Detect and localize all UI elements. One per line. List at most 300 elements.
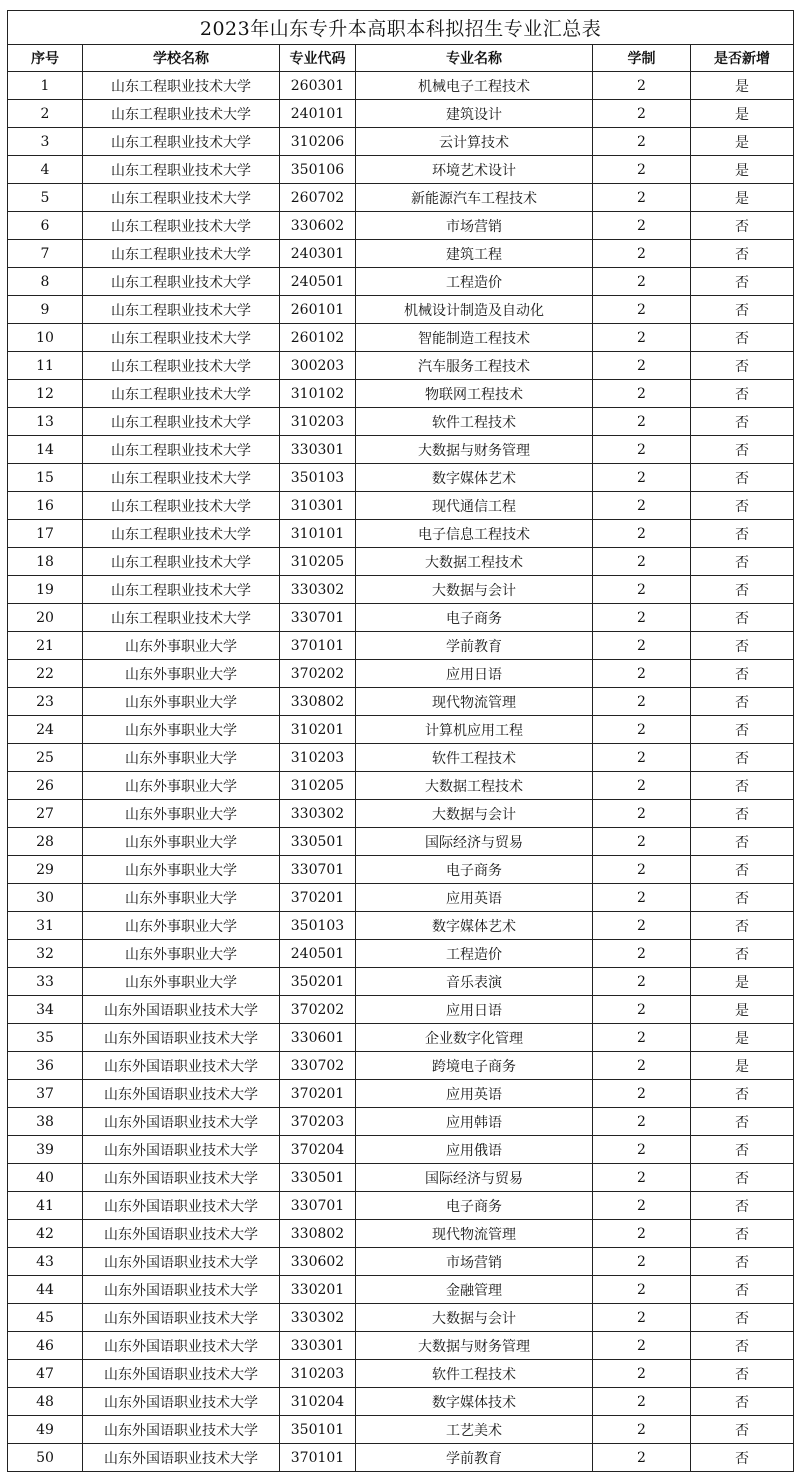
major-code: 310201 bbox=[280, 716, 356, 744]
row-index: 44 bbox=[8, 1276, 83, 1304]
school-name: 山东外国语职业技术大学 bbox=[83, 1080, 280, 1108]
major-code: 310205 bbox=[280, 772, 356, 800]
school-name: 山东外事职业大学 bbox=[83, 632, 280, 660]
majors-table bbox=[7, 10, 794, 1472]
table-row bbox=[8, 548, 794, 576]
major-name: 数字媒体艺术 bbox=[356, 912, 593, 940]
school-name: 山东工程职业技术大学 bbox=[83, 184, 280, 212]
is-new: 否 bbox=[691, 1248, 794, 1276]
school-name: 山东外国语职业技术大学 bbox=[83, 1052, 280, 1080]
school-name: 山东工程职业技术大学 bbox=[83, 464, 280, 492]
major-code: 330302 bbox=[280, 1304, 356, 1332]
table-row bbox=[8, 1360, 794, 1388]
table-row bbox=[8, 1388, 794, 1416]
row-index: 25 bbox=[8, 744, 83, 772]
major-name: 应用英语 bbox=[356, 884, 593, 912]
school-name: 山东工程职业技术大学 bbox=[83, 212, 280, 240]
duration: 2 bbox=[593, 996, 691, 1024]
major-code: 240301 bbox=[280, 240, 356, 268]
major-name: 软件工程技术 bbox=[356, 744, 593, 772]
duration: 2 bbox=[593, 1108, 691, 1136]
major-name: 工艺美术 bbox=[356, 1416, 593, 1444]
major-code: 330501 bbox=[280, 828, 356, 856]
school-name: 山东外事职业大学 bbox=[83, 716, 280, 744]
header-code: 专业代码 bbox=[280, 45, 356, 72]
major-code: 370203 bbox=[280, 1108, 356, 1136]
major-code: 330501 bbox=[280, 1164, 356, 1192]
school-name: 山东外事职业大学 bbox=[83, 772, 280, 800]
school-name: 山东外国语职业技术大学 bbox=[83, 1220, 280, 1248]
is-new: 否 bbox=[691, 716, 794, 744]
table-row bbox=[8, 856, 794, 884]
is-new: 否 bbox=[691, 436, 794, 464]
duration: 2 bbox=[593, 184, 691, 212]
school-name: 山东外国语职业技术大学 bbox=[83, 1444, 280, 1472]
is-new: 是 bbox=[691, 100, 794, 128]
table-row bbox=[8, 156, 794, 184]
is-new: 否 bbox=[691, 464, 794, 492]
duration: 2 bbox=[593, 548, 691, 576]
row-index: 12 bbox=[8, 380, 83, 408]
major-code: 260702 bbox=[280, 184, 356, 212]
duration: 2 bbox=[593, 1136, 691, 1164]
is-new: 是 bbox=[691, 996, 794, 1024]
major-code: 330702 bbox=[280, 1052, 356, 1080]
major-code: 370202 bbox=[280, 996, 356, 1024]
major-name: 机械设计制造及自动化 bbox=[356, 296, 593, 324]
major-name: 电子商务 bbox=[356, 604, 593, 632]
table-row bbox=[8, 184, 794, 212]
table-row bbox=[8, 688, 794, 716]
major-code: 260301 bbox=[280, 72, 356, 100]
table-row bbox=[8, 716, 794, 744]
school-name: 山东工程职业技术大学 bbox=[83, 100, 280, 128]
is-new: 否 bbox=[691, 1164, 794, 1192]
major-code: 330701 bbox=[280, 604, 356, 632]
major-code: 330701 bbox=[280, 856, 356, 884]
major-name: 软件工程技术 bbox=[356, 408, 593, 436]
major-name: 跨境电子商务 bbox=[356, 1052, 593, 1080]
table-row bbox=[8, 604, 794, 632]
is-new: 否 bbox=[691, 800, 794, 828]
school-name: 山东工程职业技术大学 bbox=[83, 576, 280, 604]
table-row bbox=[8, 128, 794, 156]
duration: 2 bbox=[593, 1164, 691, 1192]
major-code: 310301 bbox=[280, 492, 356, 520]
table-row bbox=[8, 996, 794, 1024]
table-row bbox=[8, 1108, 794, 1136]
table-row bbox=[8, 912, 794, 940]
duration: 2 bbox=[593, 576, 691, 604]
table-row bbox=[8, 1416, 794, 1444]
table-row bbox=[8, 1164, 794, 1192]
major-code: 350101 bbox=[280, 1416, 356, 1444]
row-index: 16 bbox=[8, 492, 83, 520]
school-name: 山东外事职业大学 bbox=[83, 800, 280, 828]
duration: 2 bbox=[593, 1024, 691, 1052]
table-row bbox=[8, 660, 794, 688]
is-new: 否 bbox=[691, 1080, 794, 1108]
is-new: 否 bbox=[691, 1444, 794, 1472]
school-name: 山东外事职业大学 bbox=[83, 828, 280, 856]
is-new: 否 bbox=[691, 604, 794, 632]
major-code: 240101 bbox=[280, 100, 356, 128]
table-row bbox=[8, 1080, 794, 1108]
row-index: 23 bbox=[8, 688, 83, 716]
duration: 2 bbox=[593, 632, 691, 660]
summary-sheet bbox=[7, 10, 793, 1472]
row-index: 29 bbox=[8, 856, 83, 884]
header-school: 学校名称 bbox=[83, 45, 280, 72]
school-name: 山东外国语职业技术大学 bbox=[83, 1024, 280, 1052]
duration: 2 bbox=[593, 912, 691, 940]
row-index: 36 bbox=[8, 1052, 83, 1080]
is-new: 否 bbox=[691, 520, 794, 548]
row-index: 21 bbox=[8, 632, 83, 660]
school-name: 山东外国语职业技术大学 bbox=[83, 996, 280, 1024]
school-name: 山东外事职业大学 bbox=[83, 744, 280, 772]
is-new: 否 bbox=[691, 1332, 794, 1360]
major-code: 300203 bbox=[280, 352, 356, 380]
duration: 2 bbox=[593, 772, 691, 800]
major-name: 工程造价 bbox=[356, 268, 593, 296]
row-index: 40 bbox=[8, 1164, 83, 1192]
is-new: 否 bbox=[691, 352, 794, 380]
major-code: 310203 bbox=[280, 408, 356, 436]
school-name: 山东工程职业技术大学 bbox=[83, 492, 280, 520]
major-code: 350103 bbox=[280, 464, 356, 492]
row-index: 27 bbox=[8, 800, 83, 828]
table-row bbox=[8, 492, 794, 520]
major-code: 370202 bbox=[280, 660, 356, 688]
row-index: 13 bbox=[8, 408, 83, 436]
school-name: 山东工程职业技术大学 bbox=[83, 72, 280, 100]
table-row bbox=[8, 800, 794, 828]
row-index: 5 bbox=[8, 184, 83, 212]
table-row bbox=[8, 632, 794, 660]
header-duration: 学制 bbox=[593, 45, 691, 72]
is-new: 否 bbox=[691, 324, 794, 352]
table-row bbox=[8, 828, 794, 856]
duration: 2 bbox=[593, 100, 691, 128]
is-new: 否 bbox=[691, 240, 794, 268]
school-name: 山东外事职业大学 bbox=[83, 856, 280, 884]
school-name: 山东外国语职业技术大学 bbox=[83, 1108, 280, 1136]
is-new: 否 bbox=[691, 380, 794, 408]
duration: 2 bbox=[593, 828, 691, 856]
major-code: 260101 bbox=[280, 296, 356, 324]
is-new: 否 bbox=[691, 1136, 794, 1164]
table-body bbox=[8, 72, 794, 1472]
school-name: 山东外事职业大学 bbox=[83, 884, 280, 912]
duration: 2 bbox=[593, 436, 691, 464]
major-code: 330802 bbox=[280, 688, 356, 716]
row-index: 35 bbox=[8, 1024, 83, 1052]
table-row bbox=[8, 1192, 794, 1220]
row-index: 6 bbox=[8, 212, 83, 240]
table-row bbox=[8, 240, 794, 268]
row-index: 43 bbox=[8, 1248, 83, 1276]
is-new: 否 bbox=[691, 884, 794, 912]
row-index: 41 bbox=[8, 1192, 83, 1220]
duration: 2 bbox=[593, 1416, 691, 1444]
duration: 2 bbox=[593, 380, 691, 408]
major-name: 现代物流管理 bbox=[356, 1220, 593, 1248]
major-code: 350106 bbox=[280, 156, 356, 184]
school-name: 山东外国语职业技术大学 bbox=[83, 1304, 280, 1332]
major-code: 330302 bbox=[280, 576, 356, 604]
school-name: 山东外国语职业技术大学 bbox=[83, 1416, 280, 1444]
duration: 2 bbox=[593, 1332, 691, 1360]
school-name: 山东工程职业技术大学 bbox=[83, 352, 280, 380]
table-row bbox=[8, 1248, 794, 1276]
is-new: 是 bbox=[691, 1024, 794, 1052]
is-new: 否 bbox=[691, 268, 794, 296]
major-name: 软件工程技术 bbox=[356, 1360, 593, 1388]
duration: 2 bbox=[593, 1276, 691, 1304]
header-row bbox=[8, 45, 794, 72]
is-new: 否 bbox=[691, 940, 794, 968]
major-code: 310206 bbox=[280, 128, 356, 156]
major-code: 330301 bbox=[280, 1332, 356, 1360]
duration: 2 bbox=[593, 1052, 691, 1080]
row-index: 49 bbox=[8, 1416, 83, 1444]
is-new: 否 bbox=[691, 1220, 794, 1248]
school-name: 山东工程职业技术大学 bbox=[83, 408, 280, 436]
row-index: 24 bbox=[8, 716, 83, 744]
school-name: 山东外国语职业技术大学 bbox=[83, 1360, 280, 1388]
table-row bbox=[8, 352, 794, 380]
major-name: 应用日语 bbox=[356, 996, 593, 1024]
school-name: 山东工程职业技术大学 bbox=[83, 520, 280, 548]
major-code: 330301 bbox=[280, 436, 356, 464]
table-row bbox=[8, 884, 794, 912]
major-code: 310102 bbox=[280, 380, 356, 408]
duration: 2 bbox=[593, 1444, 691, 1472]
row-index: 31 bbox=[8, 912, 83, 940]
is-new: 否 bbox=[691, 296, 794, 324]
row-index: 42 bbox=[8, 1220, 83, 1248]
duration: 2 bbox=[593, 128, 691, 156]
row-index: 37 bbox=[8, 1080, 83, 1108]
major-code: 370101 bbox=[280, 1444, 356, 1472]
table-row bbox=[8, 436, 794, 464]
table-row bbox=[8, 1024, 794, 1052]
is-new: 否 bbox=[691, 576, 794, 604]
is-new: 否 bbox=[691, 1304, 794, 1332]
major-name: 国际经济与贸易 bbox=[356, 1164, 593, 1192]
table-row bbox=[8, 268, 794, 296]
major-code: 330802 bbox=[280, 1220, 356, 1248]
is-new: 是 bbox=[691, 968, 794, 996]
major-code: 310204 bbox=[280, 1388, 356, 1416]
major-name: 学前教育 bbox=[356, 632, 593, 660]
school-name: 山东工程职业技术大学 bbox=[83, 436, 280, 464]
major-name: 金融管理 bbox=[356, 1276, 593, 1304]
major-name: 电子商务 bbox=[356, 856, 593, 884]
duration: 2 bbox=[593, 688, 691, 716]
row-index: 33 bbox=[8, 968, 83, 996]
major-code: 260102 bbox=[280, 324, 356, 352]
table-row bbox=[8, 296, 794, 324]
duration: 2 bbox=[593, 716, 691, 744]
duration: 2 bbox=[593, 352, 691, 380]
school-name: 山东工程职业技术大学 bbox=[83, 380, 280, 408]
school-name: 山东外国语职业技术大学 bbox=[83, 1164, 280, 1192]
row-index: 22 bbox=[8, 660, 83, 688]
table-row bbox=[8, 1220, 794, 1248]
major-name: 大数据与会计 bbox=[356, 800, 593, 828]
header-index: 序号 bbox=[8, 45, 83, 72]
row-index: 8 bbox=[8, 268, 83, 296]
major-name: 大数据工程技术 bbox=[356, 548, 593, 576]
duration: 2 bbox=[593, 884, 691, 912]
row-index: 10 bbox=[8, 324, 83, 352]
major-name: 现代物流管理 bbox=[356, 688, 593, 716]
row-index: 50 bbox=[8, 1444, 83, 1472]
major-code: 330201 bbox=[280, 1276, 356, 1304]
school-name: 山东工程职业技术大学 bbox=[83, 268, 280, 296]
row-index: 20 bbox=[8, 604, 83, 632]
major-code: 370201 bbox=[280, 884, 356, 912]
duration: 2 bbox=[593, 604, 691, 632]
row-index: 14 bbox=[8, 436, 83, 464]
school-name: 山东外国语职业技术大学 bbox=[83, 1388, 280, 1416]
row-index: 46 bbox=[8, 1332, 83, 1360]
table-title: 2023年山东专升本高职本科拟招生专业汇总表 bbox=[8, 11, 794, 45]
row-index: 38 bbox=[8, 1108, 83, 1136]
is-new: 否 bbox=[691, 660, 794, 688]
major-code: 330602 bbox=[280, 1248, 356, 1276]
duration: 2 bbox=[593, 72, 691, 100]
is-new: 否 bbox=[691, 1416, 794, 1444]
major-name: 大数据工程技术 bbox=[356, 772, 593, 800]
row-index: 34 bbox=[8, 996, 83, 1024]
is-new: 否 bbox=[691, 772, 794, 800]
major-name: 市场营销 bbox=[356, 1248, 593, 1276]
major-code: 310205 bbox=[280, 548, 356, 576]
school-name: 山东外国语职业技术大学 bbox=[83, 1248, 280, 1276]
duration: 2 bbox=[593, 1388, 691, 1416]
school-name: 山东外事职业大学 bbox=[83, 912, 280, 940]
major-code: 310101 bbox=[280, 520, 356, 548]
school-name: 山东工程职业技术大学 bbox=[83, 548, 280, 576]
row-index: 32 bbox=[8, 940, 83, 968]
major-code: 350103 bbox=[280, 912, 356, 940]
duration: 2 bbox=[593, 968, 691, 996]
is-new: 是 bbox=[691, 1052, 794, 1080]
duration: 2 bbox=[593, 464, 691, 492]
duration: 2 bbox=[593, 324, 691, 352]
major-code: 310203 bbox=[280, 1360, 356, 1388]
major-name: 大数据与会计 bbox=[356, 1304, 593, 1332]
major-code: 330601 bbox=[280, 1024, 356, 1052]
row-index: 18 bbox=[8, 548, 83, 576]
major-code: 370201 bbox=[280, 1080, 356, 1108]
school-name: 山东工程职业技术大学 bbox=[83, 240, 280, 268]
major-name: 大数据与财务管理 bbox=[356, 1332, 593, 1360]
table-row bbox=[8, 1444, 794, 1472]
duration: 2 bbox=[593, 1220, 691, 1248]
school-name: 山东外事职业大学 bbox=[83, 940, 280, 968]
major-name: 云计算技术 bbox=[356, 128, 593, 156]
is-new: 是 bbox=[691, 156, 794, 184]
major-name: 大数据与财务管理 bbox=[356, 436, 593, 464]
table-row bbox=[8, 744, 794, 772]
table-row bbox=[8, 464, 794, 492]
row-index: 11 bbox=[8, 352, 83, 380]
major-name: 电子商务 bbox=[356, 1192, 593, 1220]
row-index: 30 bbox=[8, 884, 83, 912]
row-index: 39 bbox=[8, 1136, 83, 1164]
school-name: 山东外国语职业技术大学 bbox=[83, 1192, 280, 1220]
row-index: 17 bbox=[8, 520, 83, 548]
is-new: 否 bbox=[691, 1360, 794, 1388]
is-new: 否 bbox=[691, 1388, 794, 1416]
major-name: 数字媒体艺术 bbox=[356, 464, 593, 492]
major-code: 330602 bbox=[280, 212, 356, 240]
table-row bbox=[8, 1304, 794, 1332]
header-is-new: 是否新增 bbox=[691, 45, 794, 72]
row-index: 4 bbox=[8, 156, 83, 184]
table-row bbox=[8, 1136, 794, 1164]
row-index: 7 bbox=[8, 240, 83, 268]
major-name: 市场营销 bbox=[356, 212, 593, 240]
table-row bbox=[8, 1052, 794, 1080]
duration: 2 bbox=[593, 1248, 691, 1276]
duration: 2 bbox=[593, 520, 691, 548]
is-new: 否 bbox=[691, 688, 794, 716]
school-name: 山东外事职业大学 bbox=[83, 688, 280, 716]
major-name: 计算机应用工程 bbox=[356, 716, 593, 744]
major-code: 370204 bbox=[280, 1136, 356, 1164]
table-row bbox=[8, 100, 794, 128]
duration: 2 bbox=[593, 1360, 691, 1388]
major-name: 应用俄语 bbox=[356, 1136, 593, 1164]
major-code: 330701 bbox=[280, 1192, 356, 1220]
row-index: 1 bbox=[8, 72, 83, 100]
major-name: 企业数字化管理 bbox=[356, 1024, 593, 1052]
duration: 2 bbox=[593, 212, 691, 240]
row-index: 9 bbox=[8, 296, 83, 324]
duration: 2 bbox=[593, 268, 691, 296]
table-row bbox=[8, 772, 794, 800]
is-new: 否 bbox=[691, 492, 794, 520]
is-new: 否 bbox=[691, 212, 794, 240]
major-name: 环境艺术设计 bbox=[356, 156, 593, 184]
school-name: 山东外国语职业技术大学 bbox=[83, 1332, 280, 1360]
is-new: 否 bbox=[691, 912, 794, 940]
duration: 2 bbox=[593, 492, 691, 520]
duration: 2 bbox=[593, 856, 691, 884]
school-name: 山东工程职业技术大学 bbox=[83, 296, 280, 324]
major-name: 建筑工程 bbox=[356, 240, 593, 268]
table-row bbox=[8, 408, 794, 436]
major-name: 数字媒体技术 bbox=[356, 1388, 593, 1416]
major-name: 新能源汽车工程技术 bbox=[356, 184, 593, 212]
table-row bbox=[8, 576, 794, 604]
major-name: 大数据与会计 bbox=[356, 576, 593, 604]
major-name: 建筑设计 bbox=[356, 100, 593, 128]
school-name: 山东外国语职业技术大学 bbox=[83, 1136, 280, 1164]
row-index: 19 bbox=[8, 576, 83, 604]
duration: 2 bbox=[593, 744, 691, 772]
is-new: 是 bbox=[691, 184, 794, 212]
major-code: 310203 bbox=[280, 744, 356, 772]
row-index: 3 bbox=[8, 128, 83, 156]
major-name: 智能制造工程技术 bbox=[356, 324, 593, 352]
school-name: 山东工程职业技术大学 bbox=[83, 128, 280, 156]
